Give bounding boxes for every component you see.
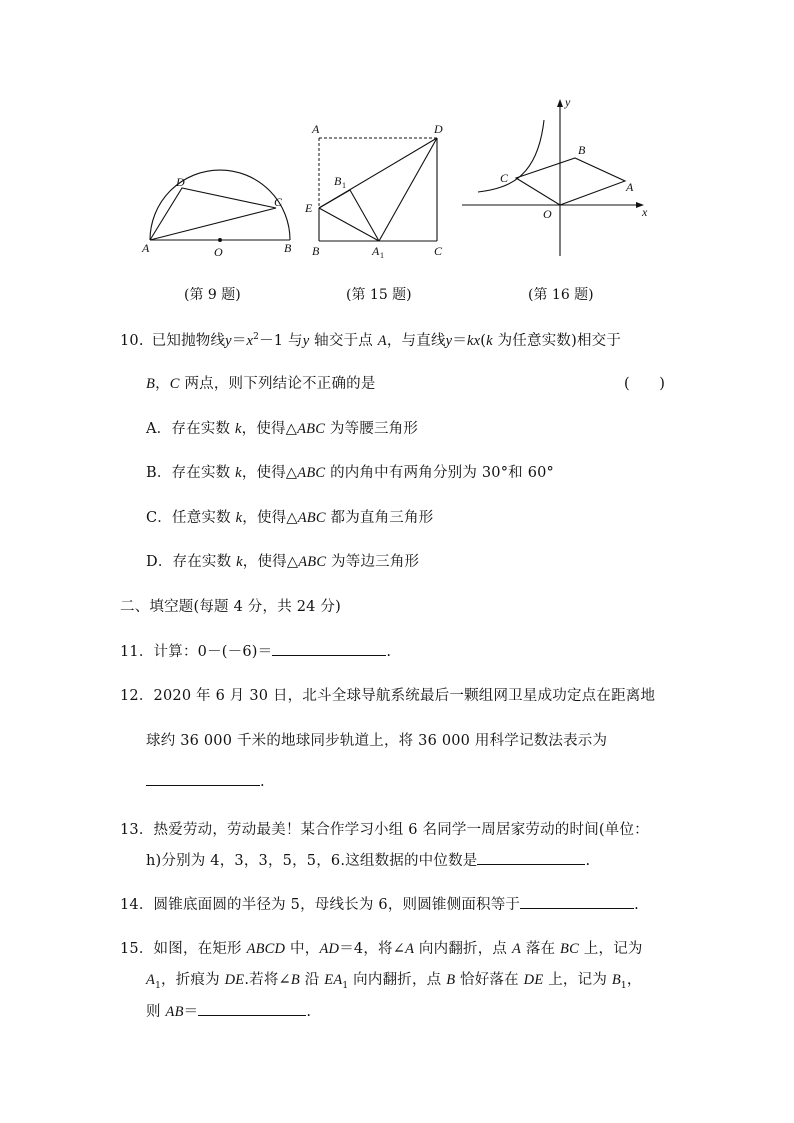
label-x: x: [642, 205, 648, 219]
label-C: C: [500, 171, 509, 185]
question-15-line2: $A_1$，折痕为 DE.若将∠B 沿 $EA_1$ 向内翻折，点 B 恰好落在 DE 上，记为 $B_1$，: [146, 972, 642, 991]
label-O: O: [543, 207, 552, 221]
label-C: C: [274, 195, 283, 209]
question-12-line1: 12．2020 年 6 月 30 日，北斗全球导航系统最后一颗组网卫星成功定点在距离地: [120, 688, 656, 704]
label-D: D: [434, 122, 443, 136]
answer-blank[interactable]: [477, 852, 585, 865]
semicircle-diagram: [140, 160, 300, 260]
label-B: B: [578, 143, 586, 157]
label-A: A: [626, 180, 634, 194]
caption-fig16: (第 16 题): [528, 287, 594, 303]
option-C[interactable]: C．任意实数 k，使得△ABC 都为直角三角形: [146, 510, 434, 526]
label-D: D: [176, 175, 185, 189]
label-A: A: [142, 241, 150, 255]
option-B[interactable]: B．存在实数 k，使得△ABC 的内角中有两角分别为 30°和 60°: [146, 465, 554, 481]
hyperbola-rhombus-diagram: [458, 96, 658, 261]
label-B: B: [284, 241, 292, 255]
label-C: C: [434, 244, 443, 258]
answer-blank[interactable]: [520, 896, 634, 909]
question-13-line2: h)分别为 4，3，3，5，5，6.这组数据的中位数是 .: [146, 853, 591, 869]
label-B1-sub: 1: [342, 181, 346, 190]
question-15-line1: 15．如图，在矩形 ABCD 中，AD＝4，将∠A 向内翻折，点 A 落在 BC 上，记为: [120, 941, 643, 957]
option-A[interactable]: A．存在实数 k，使得△ABC 为等腰三角形: [146, 421, 419, 437]
answer-blank[interactable]: [272, 643, 386, 656]
caption-fig15: (第 15 题): [346, 287, 412, 303]
section-heading: 二、填空题(每题 4 分，共 24 分): [120, 599, 341, 615]
label-O: O: [214, 245, 223, 259]
option-D[interactable]: D．存在实数 k，使得△ABC 为等边三角形: [146, 554, 420, 570]
rectangle-fold-diagram: [302, 115, 462, 265]
label-B1: B: [334, 174, 342, 188]
question-14: 14．圆锥底面圆的半径为 5，母线长为 6，则圆锥侧面积等于 .: [120, 897, 639, 913]
question-10-line2: B，C 两点，则下列结论不正确的是: [146, 376, 376, 392]
answer-blank[interactable]: [146, 773, 260, 786]
caption-fig9: (第 9 题): [184, 287, 241, 303]
figure-16: [458, 96, 658, 261]
figure-9: [140, 160, 300, 260]
label-A1: A: [372, 244, 380, 258]
question-12-line2: 球约 36 000 千米的地球同步轨道上，将 36 000 用科学记数法表示为: [146, 733, 608, 749]
label-B: B: [312, 244, 320, 258]
answer-bracket: ( ): [624, 376, 666, 392]
answer-blank[interactable]: [198, 1003, 306, 1016]
figure-15: [302, 115, 462, 265]
question-11: 11．计算：0－(－6)＝ .: [120, 644, 392, 660]
question-13-line1: 13．热爱劳动，劳动最美！某合作学习小组 6 名同学一周居家劳动的时间(单位：: [120, 822, 649, 838]
label-A1-sub: 1: [380, 251, 384, 260]
label-y: y: [565, 96, 571, 109]
label-A: A: [312, 122, 320, 136]
question-15-line3: 则 AB＝ .: [146, 1004, 312, 1020]
question-10-line1: 10. 已知抛物线$y=x^2-1$ 与y 轴交于点 A，与直线y＝kx(k 为任意实数)相交于: [120, 332, 622, 349]
question-12-line3: .: [146, 773, 265, 790]
label-E: E: [305, 201, 313, 215]
